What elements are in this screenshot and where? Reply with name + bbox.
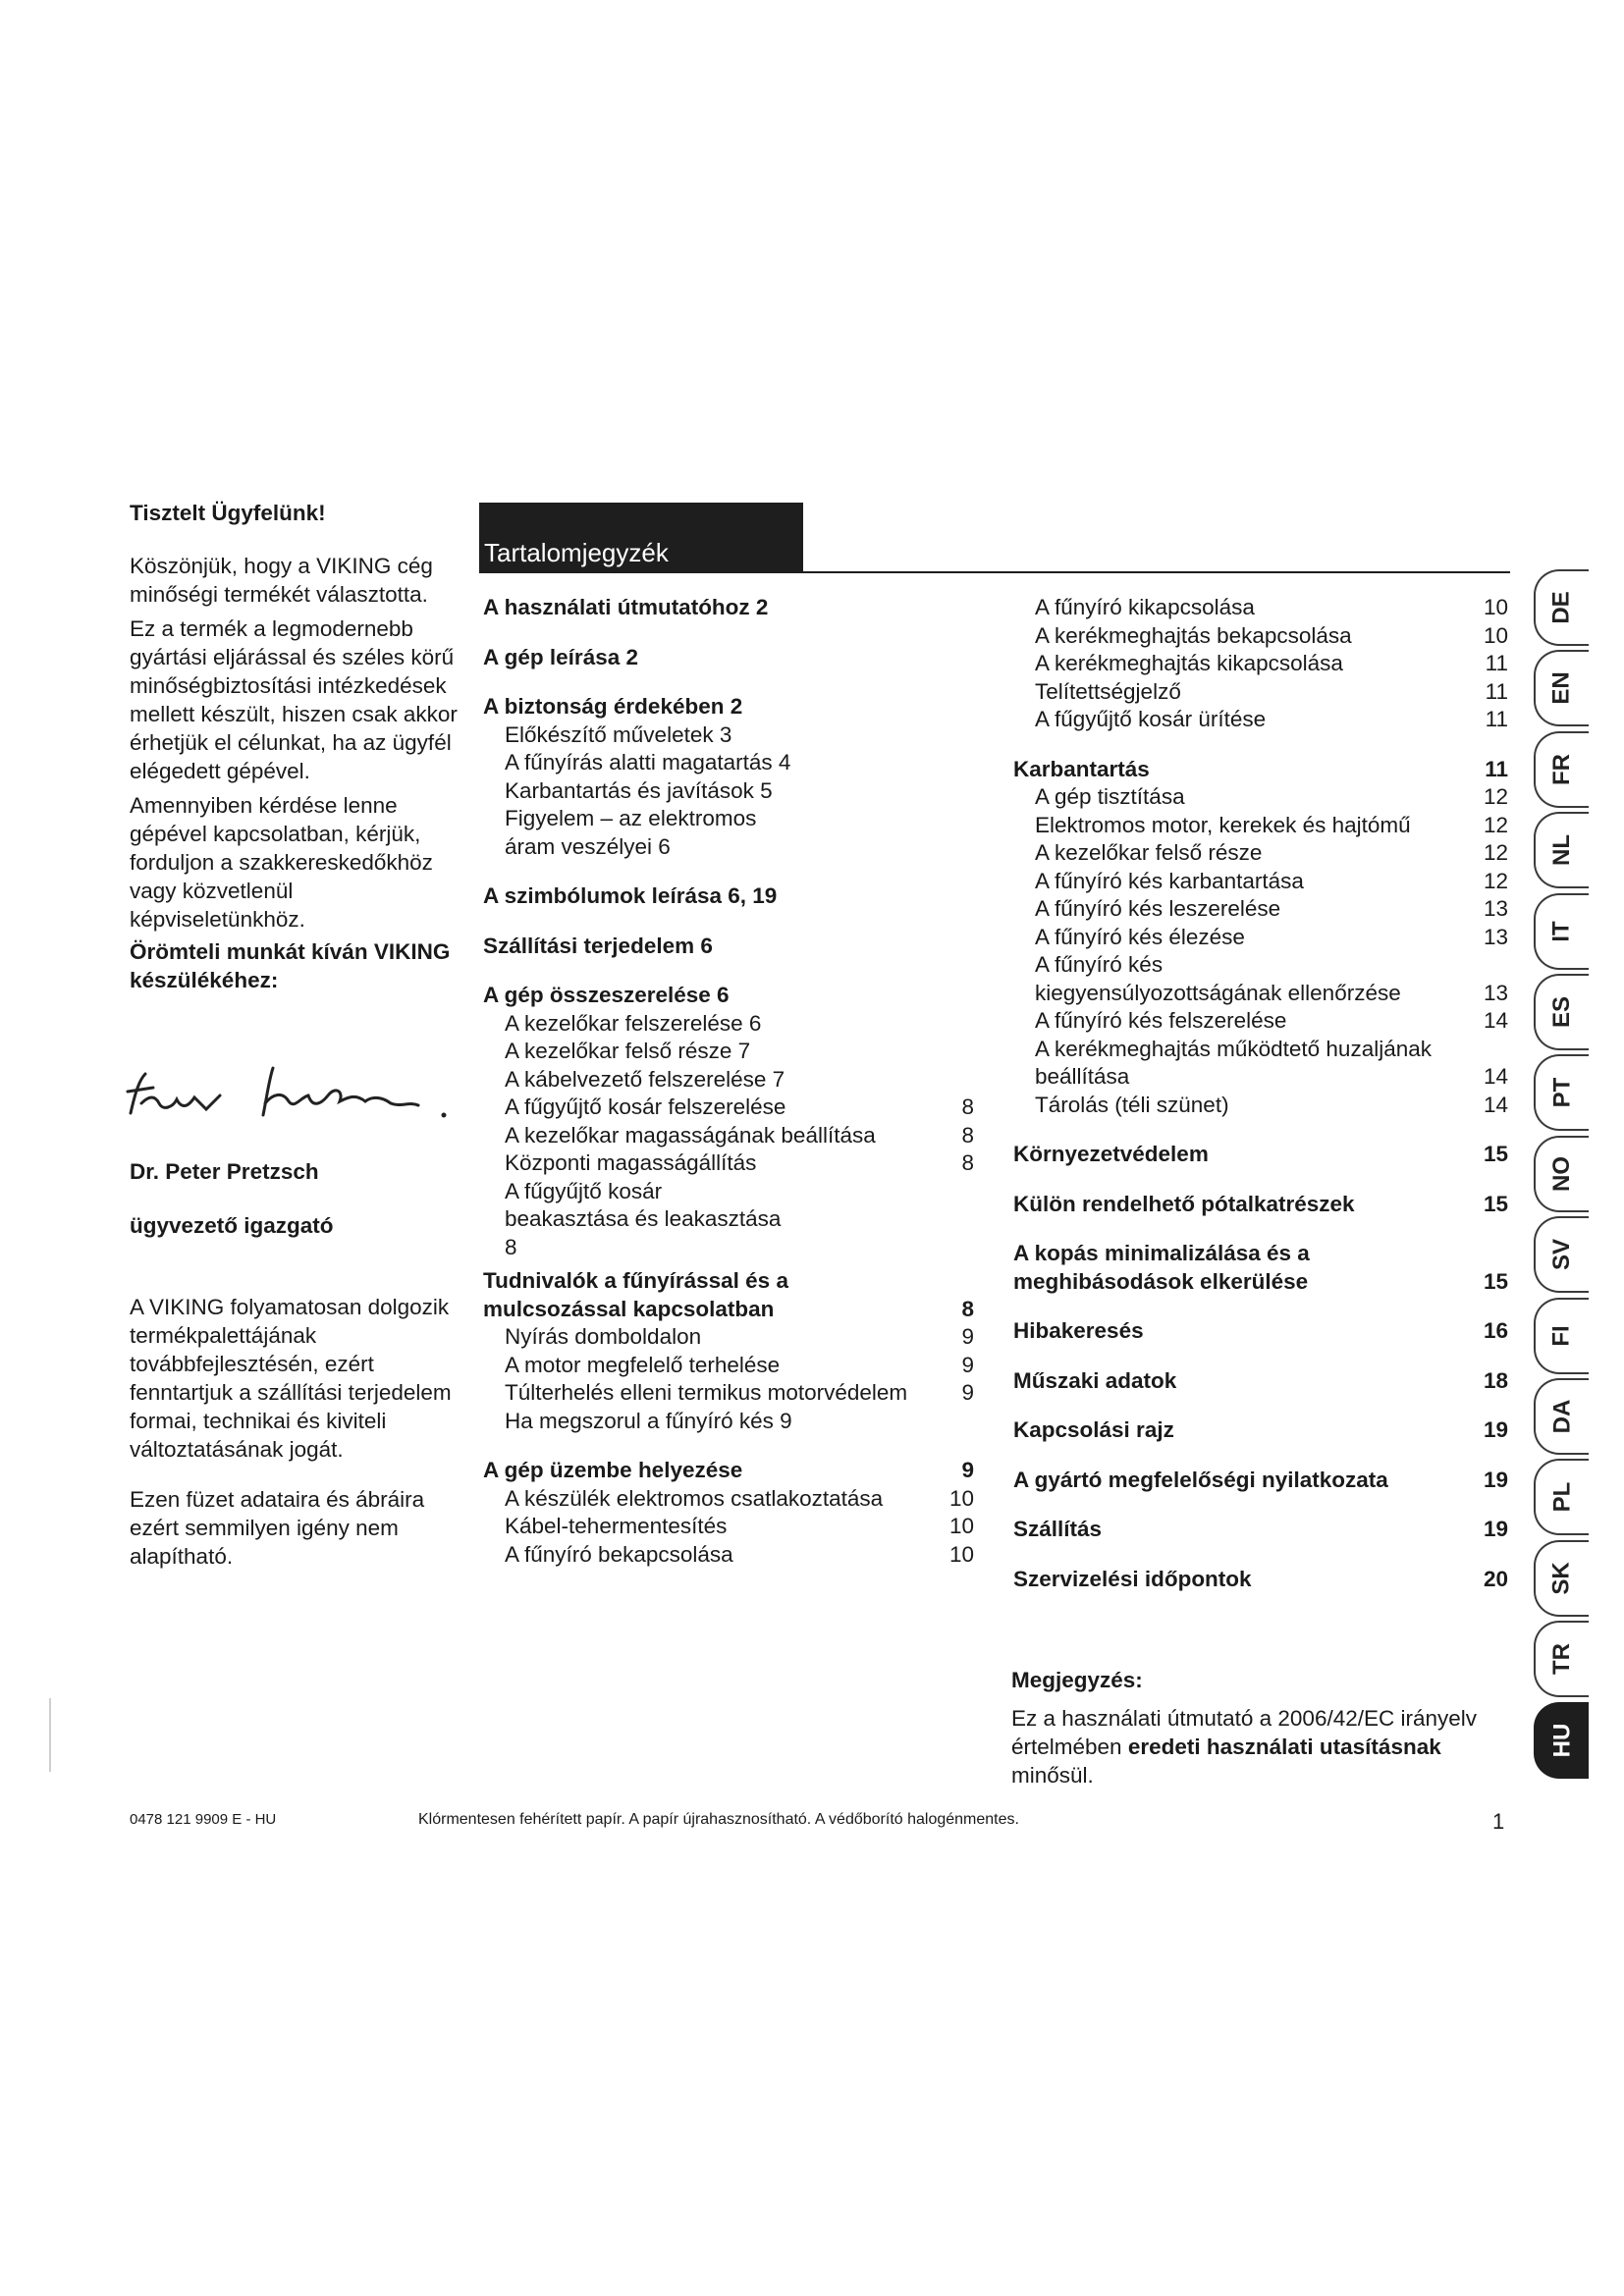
toc-entry[interactable]: A gyártó megfelelőségi nyilatkozata 19 [1013,1467,1508,1492]
language-tab-hu[interactable] [1534,1702,1589,1779]
toc-entry[interactable]: Kábel-tehermentesítés 10 [505,1514,974,1538]
toc-title: Tartalomjegyzék [479,503,803,572]
margin-line [49,1698,51,1772]
language-tab-label: SK [1548,1562,1575,1595]
language-tab-label: DA [1547,1399,1575,1434]
language-tab-it[interactable] [1534,893,1589,970]
language-tab-label: NO [1548,1156,1575,1192]
toc-entry[interactable]: A gép tisztítása 12 [1035,784,1508,809]
toc-entry[interactable]: Előkészítő műveletek 3 [505,721,732,747]
toc-entry[interactable]: A készülék elektromos csatlakoztatása 10 [505,1485,974,1511]
toc-entry[interactable]: A gép leírása 2 [483,644,638,669]
toc-entry[interactable]: A kezelőkar felső része 7 [505,1039,751,1063]
toc-entry[interactable]: A kezelőkar felső része 12 [1035,840,1508,865]
language-tab-no[interactable] [1534,1136,1589,1212]
letter-paragraph: Amennyiben kérdése lenne gépével kapcsolatban, kérjük, forduljon a szakkereskedőkhöz vagy közvetlenül képviseletünkhöz. [130,793,433,932]
language-tab-de[interactable] [1534,569,1589,646]
letter-closing: Örömteli munkát kíván VIKING készülékéhez: [130,939,451,992]
toc-entry[interactable]: A fűnyíró kés felszerelése 14 [1035,1008,1508,1033]
toc-entry[interactable]: Karbantartás és javítások 5 [505,777,773,803]
toc-entry[interactable]: A kezelőkar magasságának beállítása 8 [505,1122,974,1148]
language-tab-label: ES [1547,995,1575,1029]
toc-entry[interactable]: Kapcsolási rajz 19 [1013,1417,1508,1442]
paper-note: Klórmentesen fehérített papír. A papír újrahasznosítható. A védőborító halogénmentes. [418,1811,1019,1828]
toc-entry[interactable]: A kerékmeghajtás bekapcsolása 10 [1035,622,1508,648]
toc-entry[interactable]: A fűnyíró bekapcsolása 10 [505,1541,974,1567]
toc-entry[interactable]: Elektromos motor, kerekek és hajtómű 12 [1035,812,1508,837]
toc-entry[interactable]: Tudnivalók a fűnyírással és a mulcsozással kapcsolatban 8 [483,1268,974,1321]
toc-entry[interactable]: Túlterhelés elleni termikus motorvédelem 9 [505,1380,974,1405]
toc-entry[interactable]: A kezelőkar felszerelése 6 [505,1010,762,1036]
toc-entry[interactable]: A fűnyíró kés karbantartása 12 [1035,868,1508,893]
toc-entry[interactable]: Környezetvédelem 15 [1013,1142,1508,1166]
toc-entry[interactable]: Ha megszorul a fűnyíró kés 9 [505,1408,792,1433]
toc-entry[interactable]: A gép összeszerelése 6 [483,983,730,1007]
toc-entry[interactable]: A fűgyűjtő kosár felszerelése 8 [505,1095,974,1119]
signature-image [126,1052,460,1131]
language-tab-label: PL [1547,1481,1575,1513]
divider [479,571,1510,573]
letter-paragraph: Köszönjük, hogy a VIKING cég minőségi termékét választotta. [130,554,433,607]
toc-entry[interactable]: Szállítási terjedelem 6 [483,933,713,958]
toc-entry[interactable]: Műszaki adatok 18 [1013,1367,1508,1393]
toc-entry[interactable]: A fűnyíró kés kiegyensúlyozottságának ellenőrzése 13 [1035,952,1508,1005]
toc-entry[interactable]: A biztonság érdekében 2 [483,694,743,719]
toc-entry[interactable]: Figyelem – az elektromos áram veszélyei 6 [505,806,757,859]
language-tab-label: FR [1548,754,1575,785]
language-tab-nl[interactable] [1534,812,1589,888]
greeting: Tisztelt Ügyfelünk! [130,501,326,525]
toc-entry[interactable]: A fűnyíró kés leszerelése 13 [1035,896,1508,921]
language-tab-label: SV [1547,1238,1575,1271]
language-tab-label: EN [1548,671,1575,705]
toc-entry[interactable]: Karbantartás 11 [1013,756,1508,781]
toc-entry[interactable]: A kopás minimalizálása és a meghibásodások elkerülése 15 [1013,1241,1508,1294]
language-tab-label: IT [1547,921,1575,942]
toc-entry[interactable]: Nyírás domboldalon 9 [505,1324,974,1349]
toc-entry[interactable]: Telítettségjelző 11 [1035,678,1508,704]
disclaimer-text: Ezen füzet adataira és ábráira ezért semmilyen igény nem alapítható. [130,1487,425,1569]
language-tab-label: TR [1548,1643,1575,1675]
signer-title: ügyvezető igazgató [130,1213,334,1238]
language-tab-sk[interactable] [1534,1540,1589,1617]
note-text: Ez a használati útmutató a 2006/42/EC irányelv értelmében eredeti használati utasításnak minősül. [1011,1706,1478,1788]
language-tab-sv[interactable] [1534,1216,1589,1293]
language-tab-label: FI [1547,1325,1575,1347]
toc-entry[interactable]: A kábelvezető felszerelése 7 [505,1066,785,1092]
language-tab-fr[interactable] [1534,731,1589,808]
language-tab-pl[interactable] [1534,1459,1589,1535]
toc-entry[interactable]: Szállítás 19 [1013,1517,1508,1541]
toc-entry[interactable]: Központi magasságállítás 8 [505,1150,974,1175]
toc-entry[interactable]: A fűgyűjtő kosár beakasztása és leakasztása 8 [505,1178,782,1259]
disclaimer-text: A VIKING folyamatosan dolgozik termékpalettájának továbbfejlesztésén, ezért fenntartjuk a szállítási terjedelem formai, technikai és kiviteli változtatásának jogát. [130,1295,452,1462]
toc-entry[interactable]: Külön rendelhető pótalkatrészek 15 [1013,1191,1508,1216]
toc-entry[interactable]: Hibakeresés 16 [1013,1318,1508,1343]
language-tab-fi[interactable] [1534,1298,1589,1374]
toc-entry[interactable]: Szervizelési időpontok 20 [1013,1566,1508,1591]
toc-entry[interactable]: A fűgyűjtő kosár ürítése 11 [1035,707,1508,731]
signer-name: Dr. Peter Pretzsch [130,1159,319,1184]
language-tabs [1534,569,1589,1782]
toc-entry[interactable]: A szimbólumok leírása 6, 19 [483,883,778,908]
document-code: 0478 121 9909 E - HU [130,1811,277,1828]
toc-column-2 [1013,594,1508,1593]
toc-entry[interactable]: A kerékmeghajtás kikapcsolása 11 [1035,651,1508,675]
note-label: Megjegyzés: [1011,1668,1143,1692]
toc-entry[interactable]: A fűnyíró kikapcsolása 10 [1035,595,1508,619]
language-tab-label: NL [1548,834,1575,866]
toc-entry[interactable]: Tárolás (téli szünet) 14 [1035,1092,1508,1117]
language-tab-es[interactable] [1534,974,1589,1050]
language-tab-pt[interactable] [1534,1054,1589,1131]
language-tab-en[interactable] [1534,650,1589,726]
toc-entry[interactable]: A gép üzembe helyezése 9 [483,1458,974,1482]
toc-column-1 [483,594,974,1569]
language-tab-label: HU [1547,1723,1575,1758]
toc-entry[interactable]: A motor megfelelő terhelése 9 [505,1352,974,1377]
page-number: 1 [1492,1809,1505,1834]
toc-entry[interactable]: A fűnyíró kés élezése 13 [1035,924,1508,949]
language-tab-tr[interactable] [1534,1621,1589,1697]
letter-paragraph: Ez a termék a legmodernebb gyártási eljárással és széles körű minőségbiztosítási intézkedések mellett készült, hiszen csak akkor érhetjük el célunkat, ha az ügyfél elégedett gépével. [130,616,458,783]
language-tab-label: DE [1548,591,1575,624]
language-tab-da[interactable] [1534,1378,1589,1455]
toc-entry[interactable]: A használati útmutatóhoz 2 [483,595,769,619]
language-tab-label: PT [1547,1077,1575,1108]
toc-entry[interactable]: A kerékmeghajtás működtető huzaljának beállítása 14 [1035,1036,1508,1089]
letter [130,499,460,994]
toc-entry[interactable]: A fűnyírás alatti magatartás 4 [505,750,791,774]
